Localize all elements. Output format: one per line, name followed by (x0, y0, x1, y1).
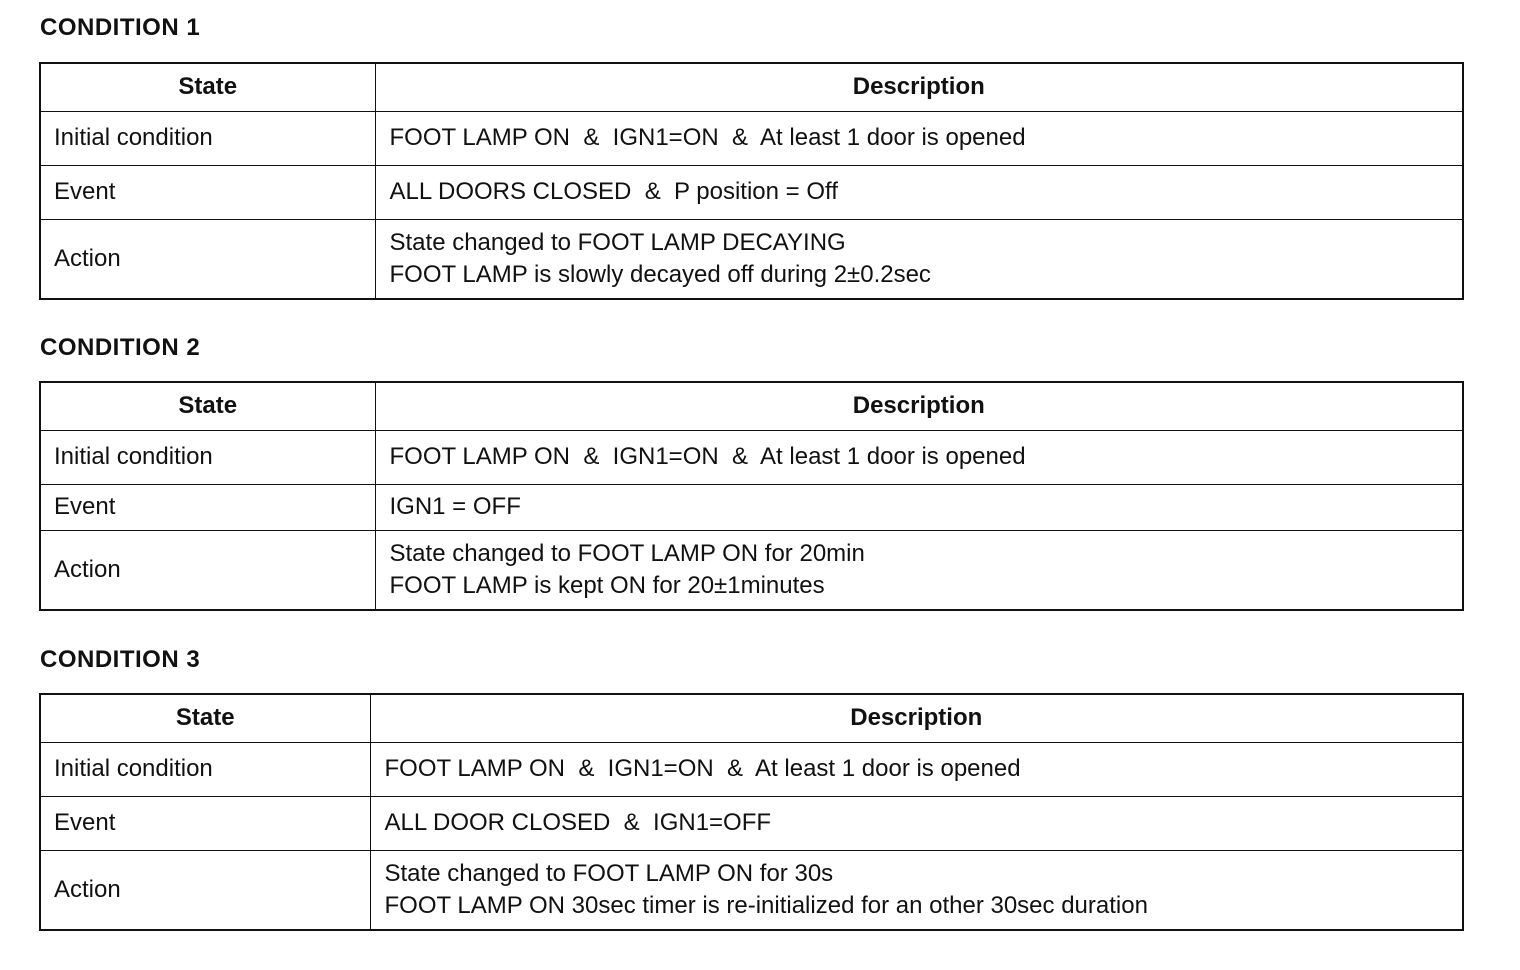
description-line: FOOT LAMP ON & IGN1=ON & At least 1 door is opened (384, 755, 1021, 782)
state-cell: Initial condition (40, 430, 375, 484)
description-line: FOOT LAMP ON & IGN1=ON & At least 1 door is opened (389, 443, 1026, 470)
description-line: FOOT LAMP ON & IGN1=ON & At least 1 door is opened (389, 124, 1026, 151)
state-cell: Event (40, 796, 370, 850)
condition-2-table (39, 381, 1464, 611)
state-header: State (40, 382, 375, 430)
condition-3-title: CONDITION 3 (40, 646, 201, 673)
description-cell (375, 111, 1463, 165)
table-row (40, 796, 1463, 850)
description-line: State changed to FOOT LAMP ON for 20min (389, 539, 865, 567)
condition-3-table (39, 693, 1464, 931)
table-row (40, 219, 1463, 299)
condition-1-title: CONDITION 1 (40, 14, 201, 41)
description-line: FOOT LAMP is slowly decayed off during 2±0.2sec (389, 260, 931, 288)
table-header-row (40, 63, 1463, 111)
description-cell (370, 796, 1463, 850)
table-row (40, 111, 1463, 165)
state-cell: Action (40, 219, 375, 299)
description-header: Description (375, 63, 1463, 111)
table-row (40, 430, 1463, 484)
description-cell (375, 484, 1463, 530)
state-cell: Initial condition (40, 111, 375, 165)
state-header: State (40, 63, 375, 111)
description-header: Description (375, 382, 1463, 430)
condition-1-table (39, 62, 1464, 300)
table-row (40, 850, 1463, 930)
description-cell (370, 850, 1463, 930)
description-line: State changed to FOOT LAMP ON for 30s (384, 859, 834, 887)
table-header-row (40, 694, 1463, 742)
table-header-row (40, 382, 1463, 430)
description-line: FOOT LAMP ON 30sec timer is re-initialized for an other 30sec duration (384, 891, 1148, 919)
description-cell (375, 430, 1463, 484)
table-row (40, 484, 1463, 530)
state-cell: Initial condition (40, 742, 370, 796)
description-line: ALL DOOR CLOSED & IGN1=OFF (384, 809, 772, 836)
state-cell: Action (40, 850, 370, 930)
description-line: IGN1 = OFF (389, 493, 521, 520)
description-line: ALL DOORS CLOSED & P position = Off (389, 178, 838, 205)
description-cell (375, 219, 1463, 299)
description-line: FOOT LAMP is kept ON for 20±1minutes (389, 571, 825, 599)
table-row (40, 165, 1463, 219)
state-cell: Event (40, 484, 375, 530)
description-cell (375, 530, 1463, 610)
state-cell: Event (40, 165, 375, 219)
condition-2-title: CONDITION 2 (40, 334, 201, 361)
state-cell: Action (40, 530, 375, 610)
description-header: Description (370, 694, 1463, 742)
description-cell (375, 165, 1463, 219)
state-header: State (40, 694, 370, 742)
table-row (40, 742, 1463, 796)
table-row (40, 530, 1463, 610)
description-cell (370, 742, 1463, 796)
description-line: State changed to FOOT LAMP DECAYING (389, 228, 846, 256)
